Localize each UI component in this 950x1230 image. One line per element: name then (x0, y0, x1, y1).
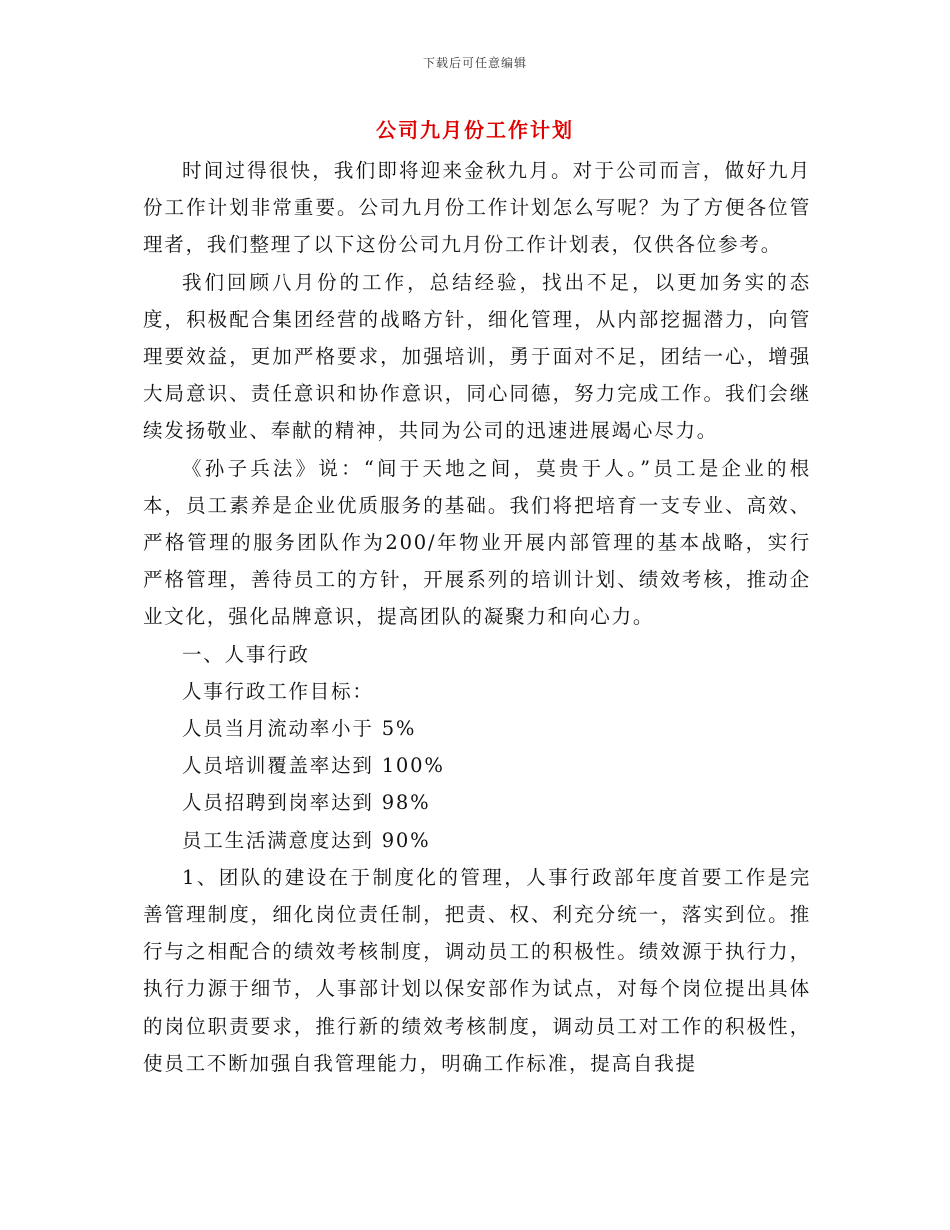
paragraph-review: 我们回顾八月份的工作，总结经验，找出不足，以更加务实的态度，积极配合集团经营的战略方针，细化管理，从内部挖掘潜力，向管理要效益，更加严格要求，加强培训，勇于面对不足，团结一心，增强大局意识、责任意识和协作意识，同心同德，努力完成工作。我们会继续发扬敬业、奉献的精神，共同为公司的迅速进展竭心尽力。 (143, 270, 811, 443)
hr-goal-turnover: 人员当月流动率小于 5% (182, 717, 417, 741)
paragraph-sunzi: 《孙子兵法》说：“间于天地之间，莫贵于人。”员工是企业的根本，员工素养是企业优质服务的基础。我们将把培育一支专业、高效、严格管理的服务团队作为200/年物业开展内部管理的基本战略，实行严格管理，善待员工的方针，开展系列的培训计划、绩效考核，推动企业文化，强化品牌意识，提高团队的凝聚力和向心力。 (143, 456, 811, 629)
hr-goal-satisfaction: 员工生活满意度达到 90% (182, 828, 431, 852)
paragraph-team-building: 1、团队的建设在于制度化的管理，人事行政部年度首要工作是完善管理制度，细化岗位责任制，把责、权、利充分统一，落实到位。推行与之相配合的绩效考核制度，调动员工的积极性。绩效源于执行力，执行力源于细节，人事部计划以保安部作为试点，对每个岗位提出具体的岗位职责要求，推行新的绩效考核制度，调动员工对工作的积极性，使员工不断加强自我管理能力，明确工作标准，提高自我提 (143, 865, 811, 1075)
document-body (143, 152, 811, 1082)
hr-goal-recruitment: 人员招聘到岗率达到 98% (182, 791, 431, 815)
header-note: 下载后可任意编辑 (422, 56, 527, 70)
hr-goals-label: 人事行政工作目标： (182, 679, 374, 703)
section-heading-hr: 一、人事行政 (182, 642, 310, 666)
hr-goal-training: 人员培训覆盖率达到 100% (182, 754, 445, 778)
document-title: 公司九月份工作计划 (376, 118, 574, 142)
paragraph-intro: 时间过得很快，我们即将迎来金秋九月。对于公司而言，做好九月份工作计划非常重要。公司九月份工作计划怎么写呢？为了方便各位管理者，我们整理了以下这份公司九月份工作计划表，仅供各位参考。 (143, 159, 811, 257)
